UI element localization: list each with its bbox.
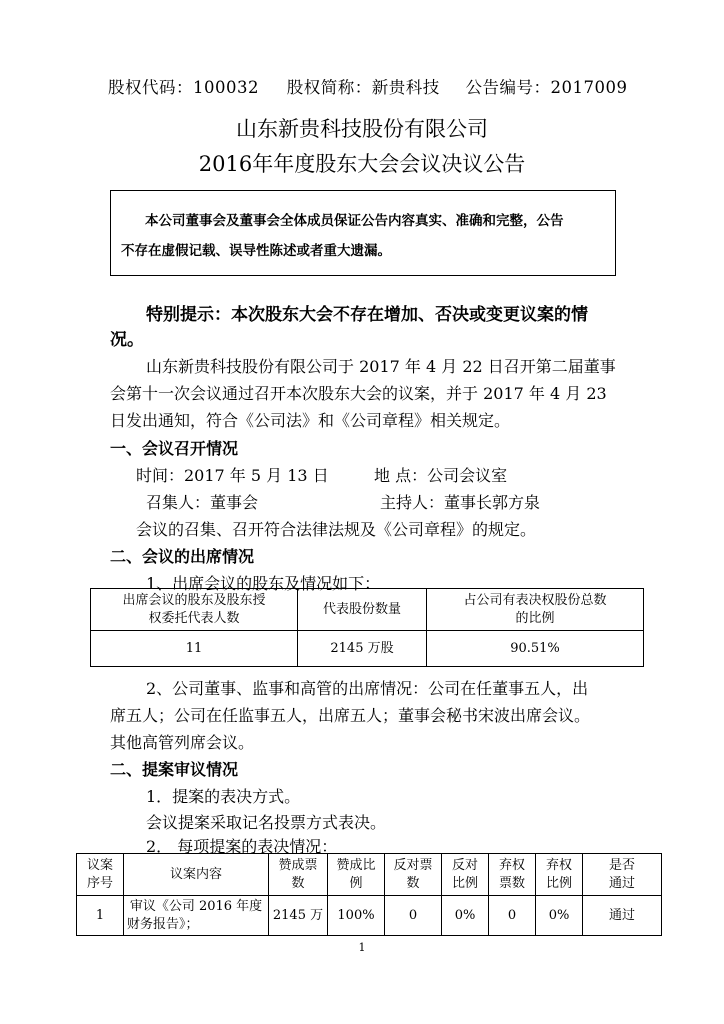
header-for-ratio: 赞成比 例 [328, 854, 385, 896]
disclaimer-line-2: 不存在虚假记载、误导性陈述或者重大遗漏。 [121, 243, 391, 259]
stock-code: 股权代码：100032 [108, 78, 259, 97]
section-3-heading: 二、提案审议情况 [110, 760, 239, 779]
meeting-place: 地 点：公司会议室 [374, 466, 508, 485]
disclaimer-line-1: 本公司董事会及董事会全体成员保证公告内容真实、准确和完整，公告 [145, 213, 564, 229]
special-notice-line-1: 特别提示：本次股东大会不存在增加、否决或变更议案的情 [146, 305, 588, 325]
attendance-item-2-line-2: 席五人；公司在任监事五人，出席五人；董事会秘书宋波出席会议。 [110, 706, 591, 725]
header-against-ratio: 反对 比例 [442, 854, 489, 896]
intro-line-1: 山东新贵科技股份有限公司于 2017 年 4 月 22 日召开第二届董事 [146, 357, 616, 376]
shares-represented: 2145 万股 [298, 631, 427, 667]
header-abstain-votes: 弃权 票数 [489, 854, 536, 896]
intro-line-3: 日发出通知，符合《公司法》和《公司章程》相关规定。 [110, 411, 511, 430]
header-for-votes: 赞成票 数 [269, 854, 328, 896]
against-ratio: 0% [442, 896, 489, 936]
header-passed: 是否 通过 [583, 854, 662, 896]
voting-share-ratio: 90.51% [427, 631, 644, 667]
voting-results-table [76, 853, 662, 936]
voting-table-header [77, 854, 662, 896]
against-votes: 0 [385, 896, 442, 936]
announcement-header [108, 74, 628, 98]
header-proposal-no: 议案 序号 [77, 854, 124, 896]
stock-short-name: 股权简称：新贵科技 [286, 78, 440, 97]
voting-method-item: 1．提案的表决方式。 [146, 787, 301, 806]
table-row [77, 896, 662, 936]
for-votes: 2145 万 [269, 896, 328, 936]
section-1-heading: 一、会议召开情况 [110, 439, 239, 458]
header-ratio: 占公司有表决权股份总数 的比例 [427, 589, 644, 631]
attendance-item-2-line-1: 2、公司董事、监事和高管的出席情况：公司在任董事五人，出 [146, 679, 589, 698]
page-number: 1 [358, 941, 366, 954]
attendance-item-2-line-3: 其他高管列席会议。 [110, 733, 255, 752]
header-against-votes: 反对票 数 [385, 854, 442, 896]
meeting-time: 时间：2017 年 5 月 13 日 [136, 466, 329, 485]
special-notice-line-2: 况。 [110, 330, 144, 350]
header-proposal-content: 议案内容 [124, 854, 269, 896]
table-row [91, 631, 644, 667]
voting-results-item: 2． 每项提案的表决情况： [146, 837, 338, 856]
intro-line-2: 会第十一次会议通过召开本次股东大会的议案，并于 2017 年 4 月 23 [110, 384, 607, 403]
header-abstain-ratio: 弃权 比例 [536, 854, 583, 896]
attendee-count: 11 [91, 631, 298, 667]
passed-status: 通过 [583, 896, 662, 936]
announcement-title: 2016年年度股东大会会议决议公告 [198, 152, 526, 176]
disclaimer-box [110, 190, 616, 276]
attendance-item-1: 1、出席会议的股东及情况如下： [146, 574, 381, 593]
header-shares: 代表股份数量 [298, 589, 427, 631]
header-attendee-count: 出席会议的股东及股东授 权委托代表人数 [91, 589, 298, 631]
meeting-compliance: 会议的召集、召开符合法律法规及《公司章程》的规定。 [136, 520, 537, 539]
voting-method-desc: 会议提案采取记名投票方式表决。 [146, 813, 387, 832]
abstain-ratio: 0% [536, 896, 583, 936]
for-ratio: 100% [328, 896, 385, 936]
company-name: 山东新贵科技股份有限公司 [236, 117, 488, 141]
abstain-votes: 0 [489, 896, 536, 936]
attendance-table-header [91, 589, 644, 631]
meeting-host: 主持人：董事长郭方泉 [380, 493, 541, 512]
section-2-heading: 二、会议的出席情况 [110, 547, 255, 566]
meeting-convener: 召集人：董事会 [146, 493, 259, 512]
proposal-no: 1 [77, 896, 124, 936]
notice-number: 公告编号：2017009 [465, 78, 628, 97]
proposal-content: 审议《公司 2016 年度 财务报告》； [124, 896, 269, 936]
attendance-table [90, 588, 644, 667]
